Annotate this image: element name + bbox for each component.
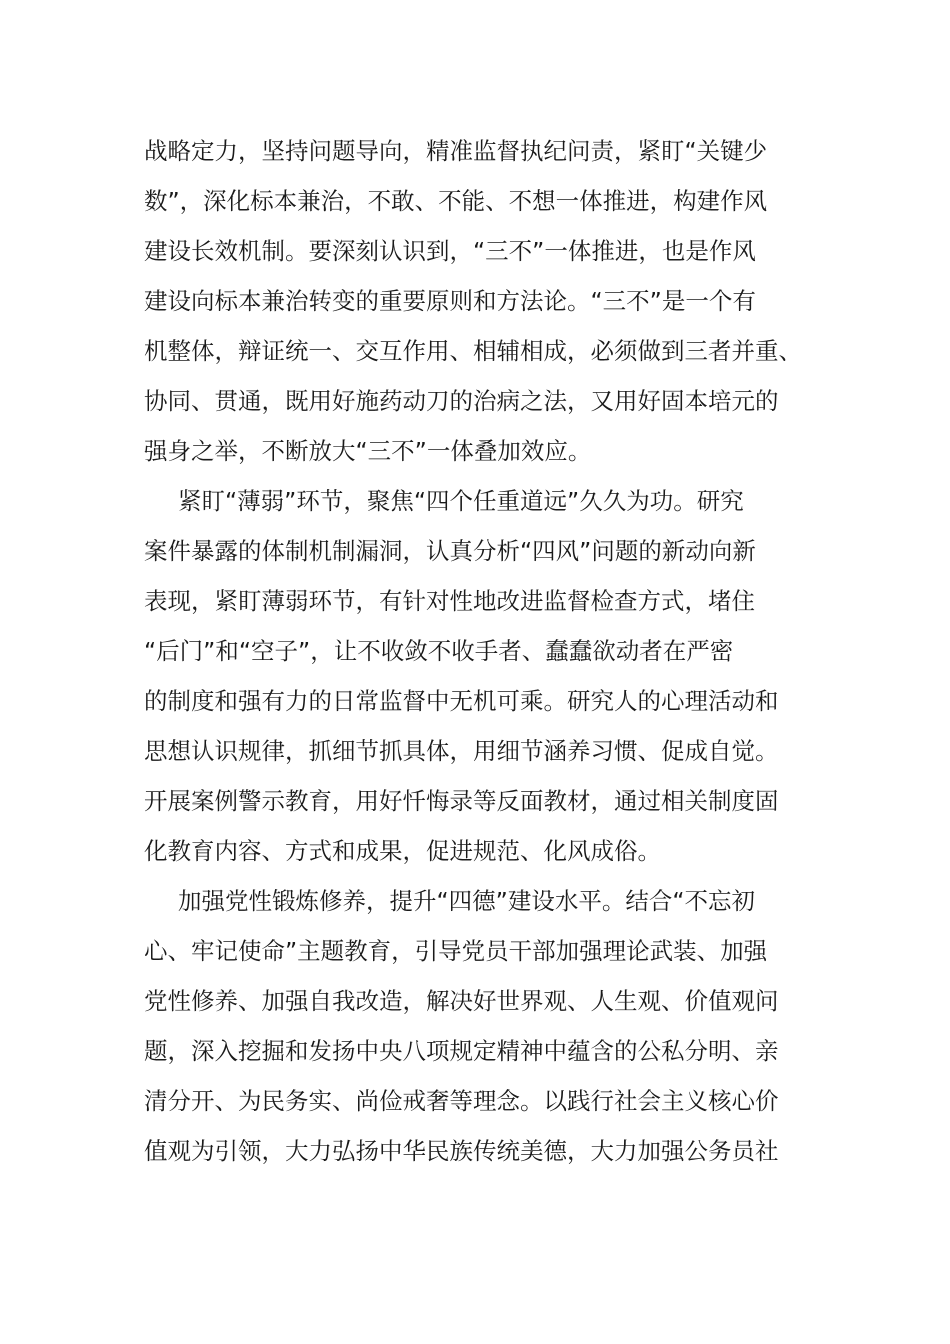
text-line: 的制度和强有力的日常监督中无机可乘。研究人的心理活动和: [144, 687, 779, 715]
text-line: 思想认识规律，抓细节抓具体，用细节涵养习惯、促成自觉。: [144, 737, 779, 765]
text-line: 案件暴露的体制机制漏洞，认真分析“四风”问题的新动向新: [144, 537, 756, 565]
text-line: “后门”和“空子”，让不收敛不收手者、蠢蠢欲动者在严密: [144, 637, 734, 665]
text-line: 值观为引领，大力弘扬中华民族传统美德，大力加强公务员社: [144, 1137, 779, 1165]
paragraph-first-line: 加强党性锻炼修养，提升“四德”建设水平。结合“不忘初: [178, 887, 756, 915]
body-text: [144, 126, 804, 1176]
text-line: 协同、贯通，既用好施药动刀的治病之法，又用好固本培元的: [144, 387, 779, 415]
text-line: 开展案例警示教育，用好忏悔录等反面教材，通过相关制度固: [144, 787, 779, 815]
text-line: 表现，紧盯薄弱环节，有针对性地改进监督检查方式，堵住: [144, 587, 755, 615]
paragraph-first-line: 紧盯“薄弱”环节，聚焦“四个任重道远”久久为功。研究: [178, 487, 744, 515]
text-line: 化教育内容、方式和成果，促进规范、化风成俗。: [144, 837, 661, 865]
text-line: 战略定力，坚持问题导向，精准监督执纪问责，紧盯“关键少: [144, 137, 768, 165]
text-line: 题，深入挖掘和发扬中央八项规定精神中蕴含的公私分明、亲: [144, 1037, 779, 1065]
text-line: 数”，深化标本兼治，不敢、不能、不想一体推进，构建作风: [144, 187, 768, 215]
text-line: 清分开、为民务实、尚俭戒奢等理念。以践行社会主义核心价: [144, 1087, 779, 1115]
text-line: 建设向标本兼治转变的重要原则和方法论。“三不”是一个有: [144, 287, 756, 315]
text-line: 心、牢记使命”主题教育，引导党员干部加强理论武装、加强: [144, 937, 768, 965]
text-line: 机整体，辩证统一、交互作用、相辅相成，必须做到三者并重、: [144, 337, 802, 365]
text-line: 强身之举，不断放大“三不”一体叠加效应。: [144, 437, 592, 465]
text-line: 党性修养、加强自我改造，解决好世界观、人生观、价值观问: [144, 987, 779, 1015]
text-line: 建设长效机制。要深刻认识到，“三不”一体推进，也是作风: [144, 237, 756, 265]
